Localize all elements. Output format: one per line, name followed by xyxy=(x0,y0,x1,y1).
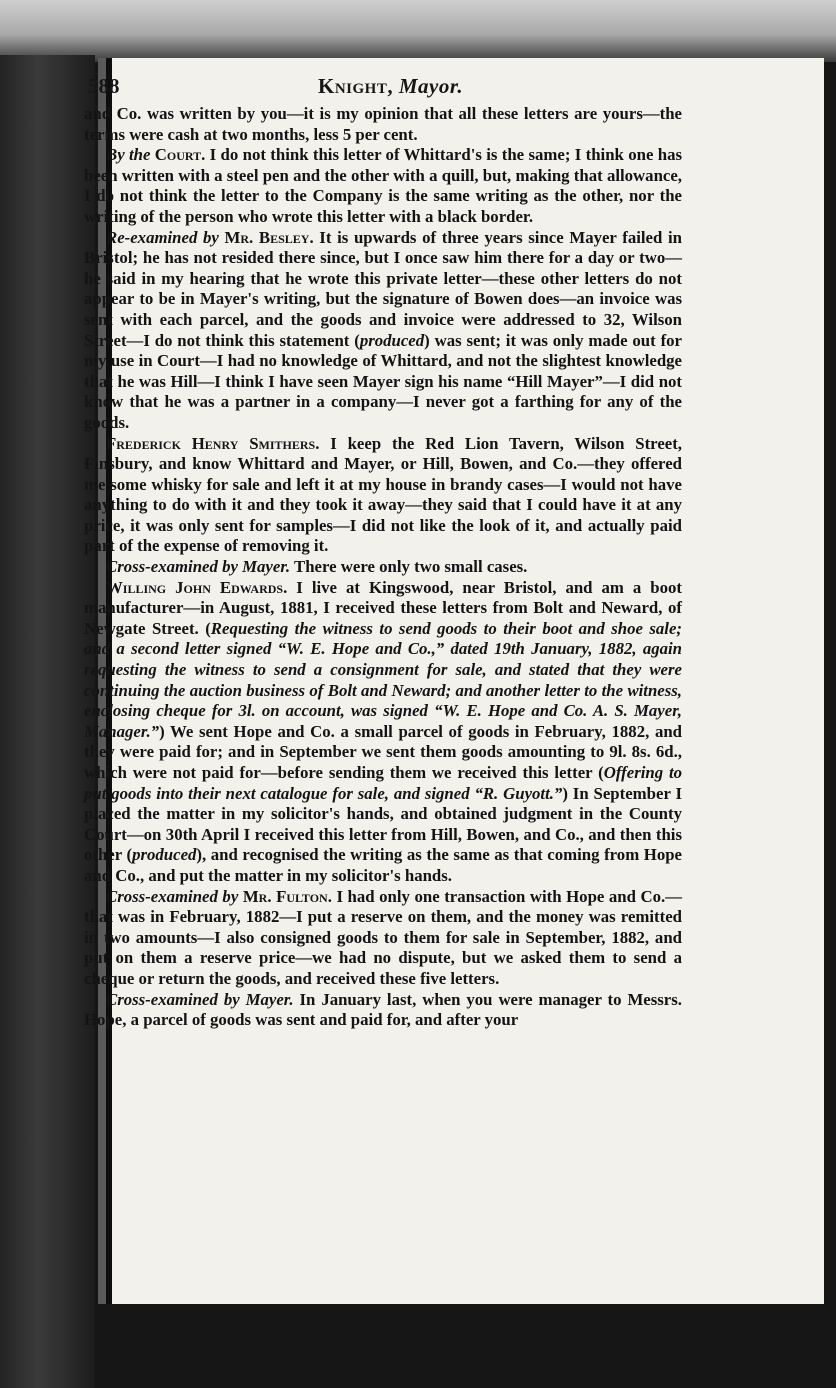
text-run: Requesting the witness to send goods to their boot and shoe sale; and a second letter signed “W. E. Hope and Co.,” dated 19th January, 1882, again requesting the witness to send a consignment for sale, and stated that they were continuing the auction business of Bolt and Neward; and another letter to the witness, enclosing cheque for 3l. on account, was signed “W. E. Hope and Co. A. S. Mayer, Manager.” xyxy=(84,618,683,741)
text-run: Offering to put goods into their next catalogue for sale, and signed “R. Guyott.” xyxy=(84,763,682,803)
paragraph-5 xyxy=(84,578,682,887)
text-run: It is upwards of three years since Mayer failed in Bristol; he has not resided there since, but I once saw him there for a day or two—he said in my hearing that he wrote this private letter—these other letters do not appear to be in Mayer's writing, but the signature of Bowen does—an invoice was sent with each parcel, and the goods and invoice were addressed to 32, Wilson Street—I do not think this statement ( xyxy=(84,227,682,350)
paragraph-2 xyxy=(84,228,682,434)
text-run: I do not think this letter of Whittard's is the same; I think one has been written with a steel pen and the other with a quill, but, making that allowance, I do not think the letter to the Company is the same writing as the other, nor the writing of the person who wrote this letter with a black border. xyxy=(84,145,682,226)
scan-top-margin xyxy=(0,0,836,62)
text-run: ) In September I placed the matter in my solicitor's hands, and obtained judgment in the County Court—on 30th April I received this letter from Hill, Bowen, and Co., and then this other ( xyxy=(84,783,682,865)
text-run: Court. xyxy=(154,145,206,165)
text-run: Mr. Fulton. xyxy=(242,886,332,906)
paragraph-6 xyxy=(84,887,682,990)
text-run: ) We sent Hope and Co. a small parcel of goods in February, 1882, and they were paid for; and in September we sent them goods amounting to 9l. 8s. 6d., which were not paid for—before sending them we received this letter ( xyxy=(84,721,682,782)
text-run: Frederick Henry Smithers. xyxy=(106,433,320,453)
text-run: There were only two small cases. xyxy=(290,557,528,577)
text-run: and Co. was written by you—it is my opinion that all these letters are yours—the terms were cash at two months, less 5 per cent. xyxy=(84,104,682,144)
paragraph-1 xyxy=(84,145,682,227)
running-head-role: Mayor. xyxy=(398,74,464,98)
text-run: In January last, when you were manager to Messrs. Hope, a parcel of goods was sent and paid for, and after your xyxy=(84,989,682,1030)
text-run: I live at Kingswood, near Bristol, and am a boot manufacturer—in August, 1881, I received these letters from Bolt and Neward, of Newgate Street. ( xyxy=(84,577,683,638)
text-run: Cross-examined by xyxy=(106,886,239,906)
body-text xyxy=(84,104,682,1031)
text-run: Cross-examined by Mayer. xyxy=(106,557,291,577)
text-run: By the xyxy=(106,145,151,165)
text-run: ) was sent; it was only made out for my use in Court—I had no knowledge of Whittard, and not the slightest knowledge that he was Hill—I think I have seen Mayer sign his name “Hill Mayer”—I did not know that he was a partner in a company—I never got a farthing for any of the goods. xyxy=(84,330,682,432)
paragraph-4 xyxy=(84,557,682,578)
paragraph-0 xyxy=(84,104,682,145)
text-run: I keep the Red Lion Tavern, Wilson Street, Finsbury, and know Whittard and Mayer, or Hill, Bowen, and Co.—they offered me some whisky for sale and left it at my house in brandy cases—I would not have anything to do with it and they took it away—they said that I could have it at any price, it was only sent for samples—I did not like the look of it, and actually paid part of the expense of removing it. xyxy=(84,433,683,556)
text-run: produced xyxy=(132,845,197,865)
text-run: Re-examined by xyxy=(106,227,219,247)
page-header xyxy=(88,74,688,102)
text-run: Mr. Besley. xyxy=(224,227,314,247)
text-run: Cross-examined by Mayer. xyxy=(106,989,294,1009)
page-number: 588 xyxy=(88,74,120,98)
paragraph-7 xyxy=(84,990,682,1031)
text-run: I had only one transaction with Hope and Co.—that was in February, 1882—I put a reserve on them, and the money was remitted in two amounts—I also consigned goods to them for sale in September, 1882, and put on them a reserve price—we had no dispute, but we asked them to send a cheque or return the goods, and received these five letters. xyxy=(84,886,682,988)
text-run: produced xyxy=(359,330,425,350)
running-head xyxy=(318,74,463,99)
book-binding-edge xyxy=(0,55,95,1388)
text-run: ), and recognised the writing as the same as that coming from Hope and Co., and put the matter in my solicitor's hands. xyxy=(84,845,682,885)
running-head-name: Knight, xyxy=(318,74,394,98)
text-run: Willing John Edwards. xyxy=(106,577,288,597)
paragraph-3 xyxy=(84,434,682,558)
